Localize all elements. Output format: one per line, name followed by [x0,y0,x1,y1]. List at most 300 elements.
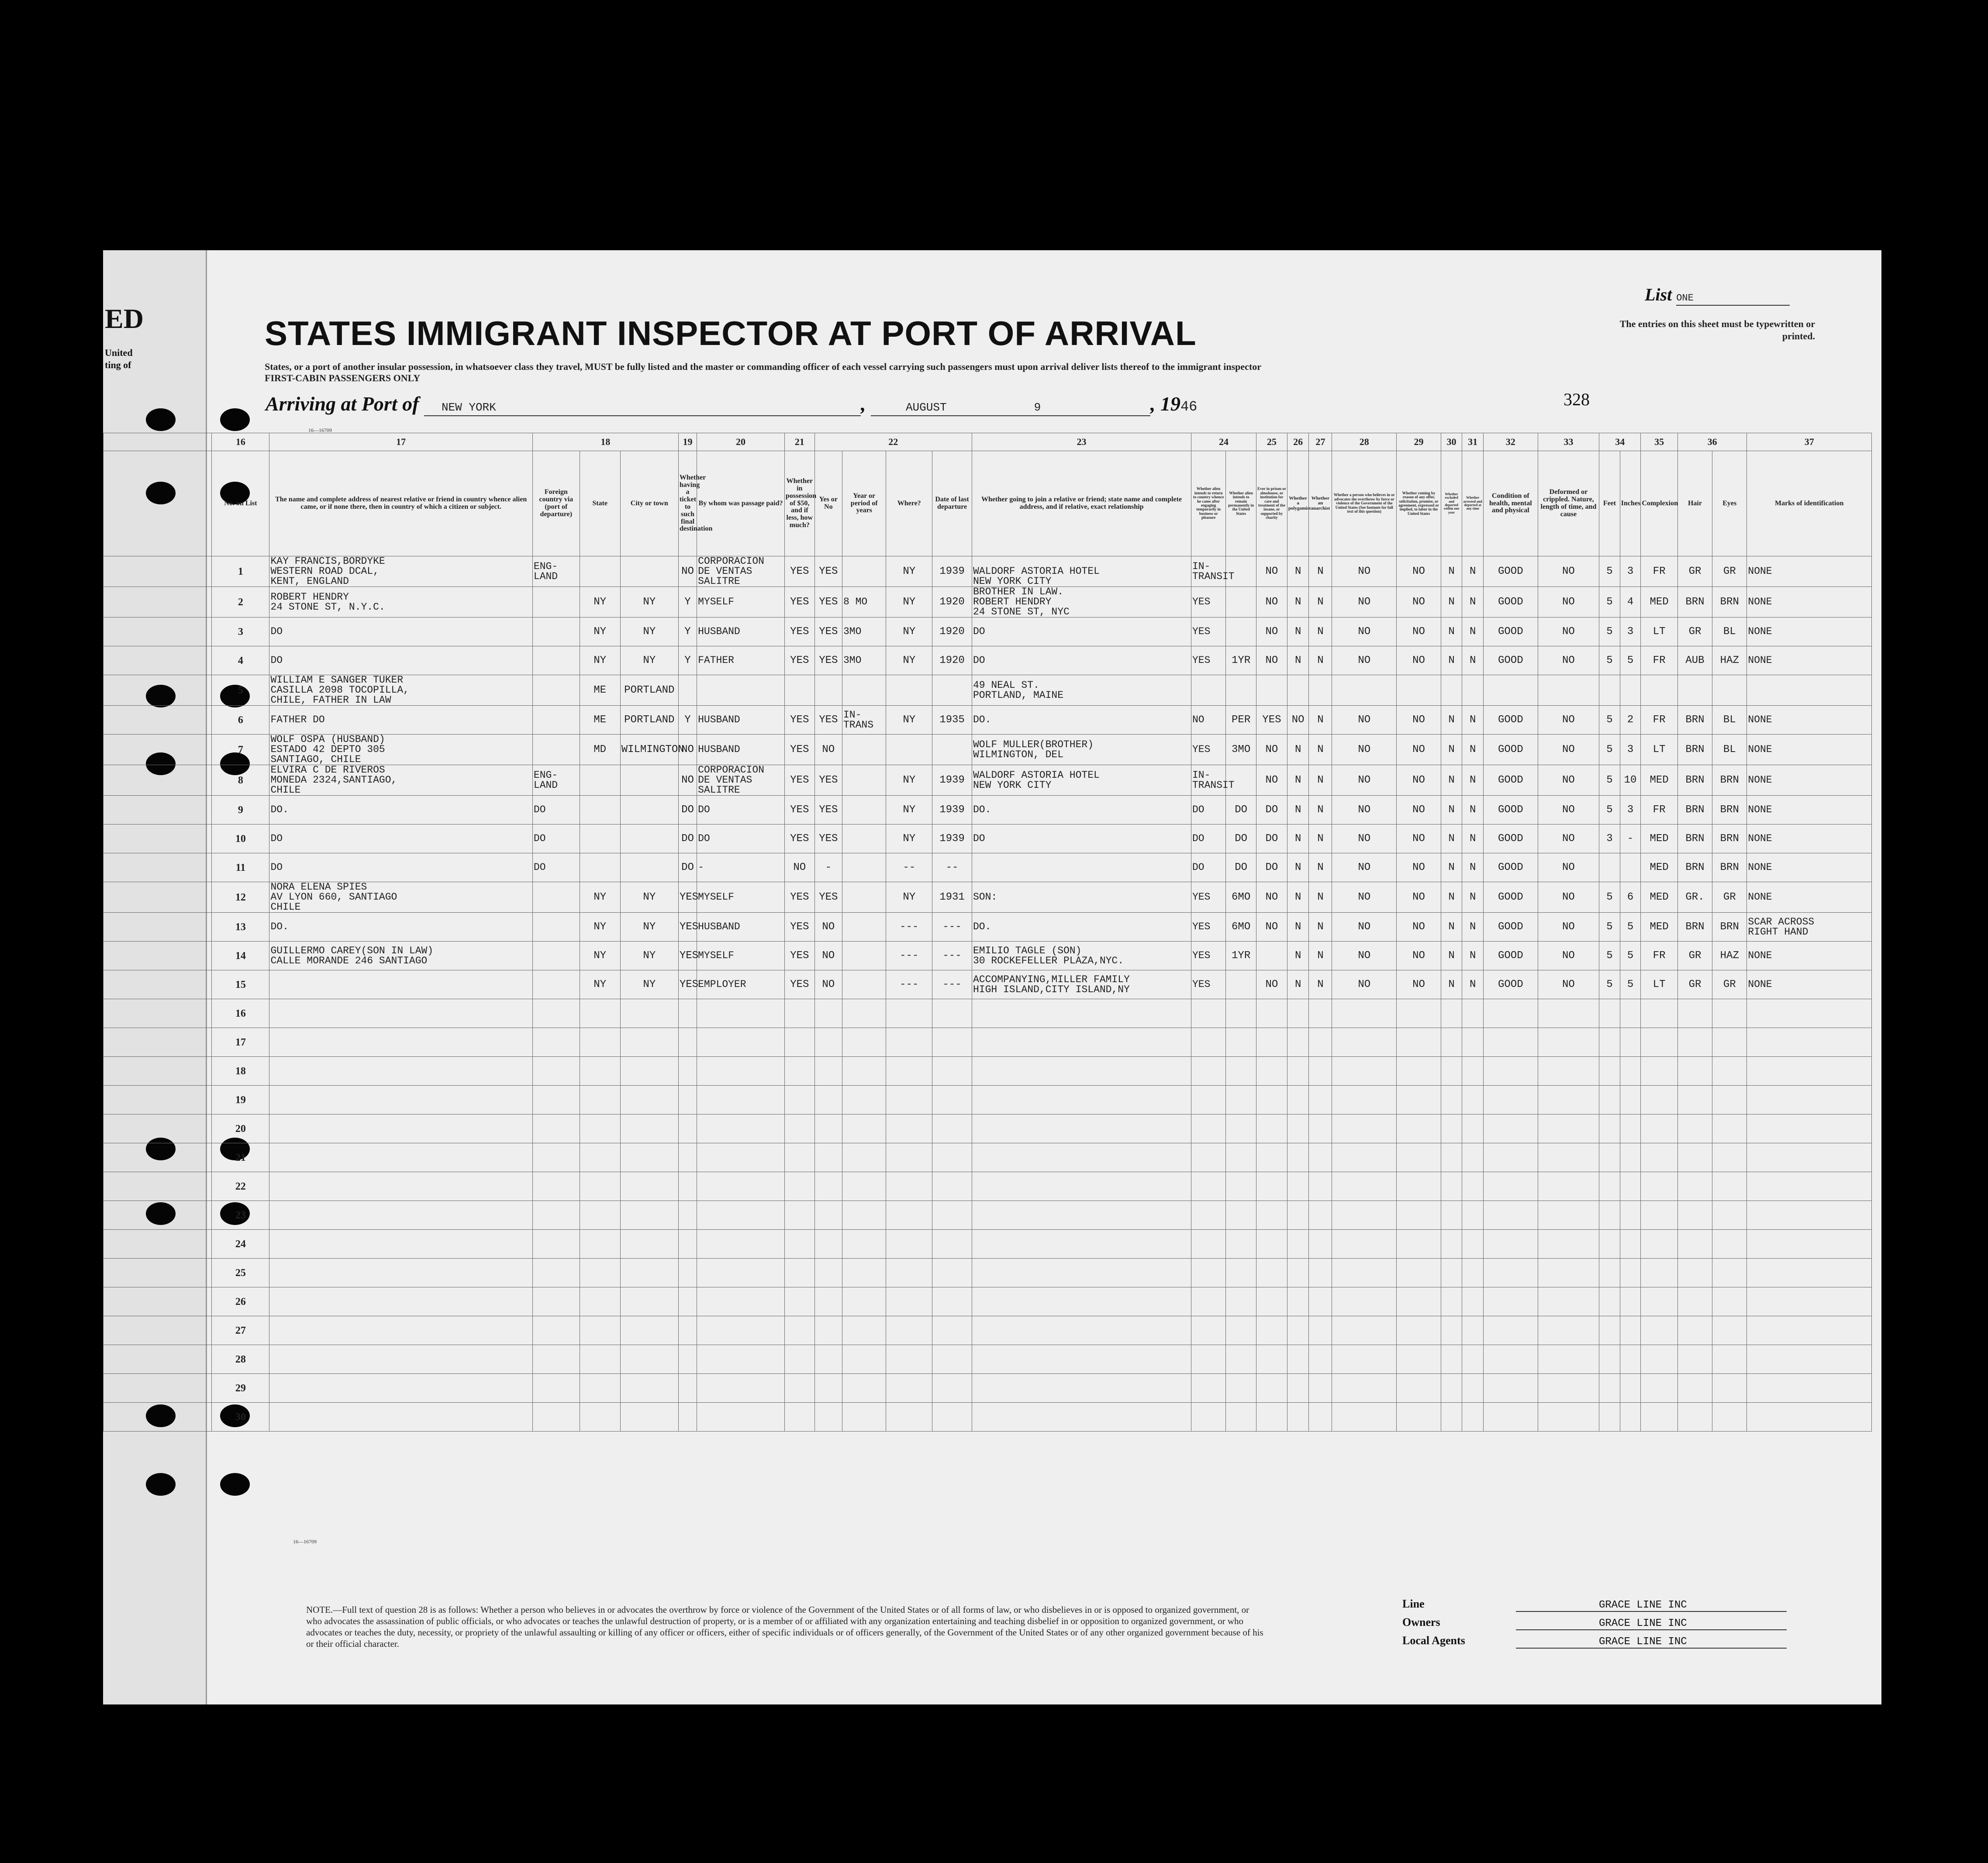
cell-money [784,1316,815,1345]
cell-p2 [1226,999,1256,1028]
header-col25: Ever in prison or almshouse, or institution for care and treatment of the insane, or supported by charity [1256,451,1287,556]
cell-before: NO [815,735,842,765]
cell-feet [1599,1201,1620,1230]
cell-c25 [1256,1316,1287,1345]
cell-marks: NONE [1747,882,1872,913]
cell-before: YES [815,765,842,796]
cell-name: DO [269,618,532,646]
cell-depart [932,1287,972,1316]
cell-no: 18 [212,1057,269,1086]
cell-c26: N [1287,556,1309,587]
cell-join: WALDORF ASTORIA HOTEL NEW YORK CITY [972,765,1191,796]
cell-state: NY [580,882,620,913]
cell-paid: - [697,853,785,882]
cell-city: WILMINGTON [620,735,678,765]
cell-where: NY [886,882,932,913]
cell-c31: N [1462,970,1484,999]
cell-p2 [1226,1057,1256,1086]
cell-deformed: NO [1538,853,1599,882]
cell-join [972,1143,1191,1172]
cell-years: 3MO [842,618,886,646]
cell-c30 [1441,1345,1462,1374]
cell-join: DO. [972,913,1191,942]
cell-money [784,1057,815,1086]
colnum-21: 21 [784,433,815,451]
form-number-bottom: 16—16709 [293,1539,317,1545]
cell-deformed [1538,1287,1599,1316]
cell-hair: BRN [1677,765,1712,796]
cell-c25: DO [1256,825,1287,853]
cell-deformed [1538,1230,1599,1259]
cell-c30: N [1441,765,1462,796]
date-month: AUGUST [905,401,947,414]
cell-depart [932,1172,972,1201]
cell-before: YES [815,646,842,675]
cell-deformed [1538,675,1599,706]
cell-no: 4 [212,646,269,675]
cell-foreign [532,735,580,765]
cell-complexion: FR [1641,646,1678,675]
cell-c29 [1397,675,1441,706]
cell-c26 [1287,1345,1309,1374]
cell-city: PORTLAND [620,675,678,706]
cell-city: NY [620,646,678,675]
cell-feet [1599,1345,1620,1374]
cell-ticket [678,1230,697,1259]
cell-feet: 5 [1599,970,1620,999]
cell-deformed: NO [1538,706,1599,735]
cell-no: 13 [212,913,269,942]
cell-name [269,1172,532,1201]
cell-ticket: DO [678,825,697,853]
cell-c28: NO [1332,853,1397,882]
cell-ticket: DO [678,853,697,882]
cell-marks: NONE [1747,970,1872,999]
table-row [104,1172,1872,1201]
cell-c29: NO [1397,587,1441,618]
cell-years: 3MO [842,646,886,675]
cell-before [815,1201,842,1230]
cell-c27: N [1309,796,1332,825]
cell-paid: EMPLOYER [697,970,785,999]
cell-money [784,1345,815,1374]
cell-c31: N [1462,587,1484,618]
cell-no: 30 [212,1403,269,1432]
cell-c30: N [1441,970,1462,999]
cell-before [815,999,842,1028]
cell-paid: HUSBAND [697,735,785,765]
cell-paid: CORPORACION DE VENTAS SALITRE [697,765,785,796]
cell-hair [1677,1345,1712,1374]
cell-no: 5 [212,675,269,706]
cell-deformed: NO [1538,825,1599,853]
cell-before: YES [815,706,842,735]
cell-state [580,825,620,853]
cell-c30 [1441,1403,1462,1432]
colnum-18: 18 [532,433,678,451]
table-row [104,853,1872,882]
cell-hair [1677,1403,1712,1432]
cell-ticket [678,675,697,706]
header-state: State [580,451,620,556]
cell-foreign [532,675,580,706]
cell-city [620,853,678,882]
cell-paid: MYSELF [697,882,785,913]
table-row [104,913,1872,942]
cell-c25 [1256,1028,1287,1057]
cell-marks [1747,1028,1872,1057]
cell-hair [1677,1201,1712,1230]
cell-complexion: MED [1641,913,1678,942]
cell-c31: N [1462,942,1484,970]
cell-c31 [1462,1201,1484,1230]
cell-marks: NONE [1747,706,1872,735]
cell-p1 [1191,999,1225,1028]
cell-years [842,1114,886,1143]
cell-state [580,1143,620,1172]
cell-eyes: BRN [1712,765,1747,796]
cell-depart: --- [932,913,972,942]
cell-p1 [1191,1403,1225,1432]
cell-foreign [532,1114,580,1143]
cell-c31 [1462,675,1484,706]
table-row [104,999,1872,1028]
owners-label: Owners [1402,1616,1440,1628]
cell-before: NO [815,913,842,942]
manifest-rows [104,556,1872,1432]
page-title: STATES IMMIGRANT INSPECTOR AT PORT OF ARRIVAL [265,314,1197,352]
cell-hair: GR [1677,970,1712,999]
title-block [265,314,1261,384]
cell-foreign [532,1345,580,1374]
cell-foreign [532,1057,580,1086]
cell-p2: DO [1226,825,1256,853]
cell-eyes [1712,1345,1747,1374]
cell-deformed [1538,1114,1599,1143]
cell-inches [1620,1403,1641,1432]
header-col31: Whether arrested and deported at any time [1462,451,1484,556]
binder-hole [220,1473,250,1496]
binder-hole [146,408,176,431]
cell-foreign [532,706,580,735]
cell-state [580,1316,620,1345]
cell-no: 7 [212,735,269,765]
cell-inches [1620,1374,1641,1403]
cell-years [842,1316,886,1345]
cell-hair [1677,1374,1712,1403]
cell-c31 [1462,999,1484,1028]
cell-before [815,1259,842,1287]
cell-p1 [1191,1316,1225,1345]
cell-foreign [532,1403,580,1432]
cell-deformed: NO [1538,556,1599,587]
cell-hair [1677,1086,1712,1114]
cell-c26: N [1287,618,1309,646]
cell-ticket [678,1086,697,1114]
cell-marks [1747,675,1872,706]
cell-c28: NO [1332,556,1397,587]
cell-c25: NO [1256,587,1287,618]
cell-c26: N [1287,825,1309,853]
cell-c28: NO [1332,796,1397,825]
header-hair: Hair [1677,451,1712,556]
cell-c27 [1309,1201,1332,1230]
cell-p2 [1226,1403,1256,1432]
cell-state [580,1374,620,1403]
cell-c28: NO [1332,618,1397,646]
cell-years [842,735,886,765]
cell-c29: NO [1397,970,1441,999]
cell-hair [1677,1172,1712,1201]
cell-c26: N [1287,970,1309,999]
cell-c30 [1441,1316,1462,1345]
cell-c29: NO [1397,735,1441,765]
cell-name [269,1230,532,1259]
strip-cell [104,433,212,451]
cell-name [269,970,532,999]
cell-c30: N [1441,942,1462,970]
cell-depart [932,1345,972,1374]
form-number-top: 16—16709 [308,427,332,433]
cell-health [1483,1057,1538,1086]
cell-feet: 5 [1599,913,1620,942]
cell-health: GOOD [1483,646,1538,675]
cell-c29 [1397,999,1441,1028]
cell-join [972,1114,1191,1143]
cell-join: ACCOMPANYING,MILLER FAMILY HIGH ISLAND,CITY ISLAND,NY [972,970,1191,999]
cell-p2 [1226,1201,1256,1230]
cell-c25 [1256,1057,1287,1086]
cell-state [580,1403,620,1432]
cell-health [1483,1259,1538,1287]
cell-c30: N [1441,913,1462,942]
cell-health [1483,1230,1538,1259]
cell-c29: NO [1397,882,1441,913]
cell-c25: NO [1256,556,1287,587]
cell-money: YES [784,556,815,587]
cell-before [815,1345,842,1374]
cell-eyes [1712,1259,1747,1287]
cell-c25: DO [1256,853,1287,882]
cell-money [784,1403,815,1432]
cell-c28: NO [1332,825,1397,853]
cell-hair: BRN [1677,853,1712,882]
cell-inches [1620,1028,1641,1057]
cell-where: NY [886,646,932,675]
cell-p2: 6MO [1226,913,1256,942]
cell-c29 [1397,1028,1441,1057]
cell-city [620,765,678,796]
cell-where [886,1316,932,1345]
strip-cell [104,556,212,587]
cell-c27 [1309,1057,1332,1086]
page-subtitle: States, or a port of another insular possession, in whatsoever class they travel, MUST be fully listed and the master or commanding officer of each vessel carrying such passengers must upon arrival deliver lists thereof to the immigrant inspector [265,361,1261,372]
cell-money [784,1230,815,1259]
cell-years [842,999,886,1028]
cell-years [842,675,886,706]
cell-years: 8 MO [842,587,886,618]
cell-c30 [1441,1259,1462,1287]
cell-depart: --- [932,970,972,999]
cell-c25: NO [1256,765,1287,796]
cell-no: 19 [212,1086,269,1114]
cell-ticket [678,1345,697,1374]
cell-money: YES [784,618,815,646]
cell-c28: NO [1332,587,1397,618]
cell-eyes [1712,1316,1747,1345]
cell-foreign [532,646,580,675]
cell-c30 [1441,1114,1462,1143]
cell-p2: 1YR [1226,942,1256,970]
cell-marks [1747,1172,1872,1201]
cell-depart: 1920 [932,646,972,675]
cell-feet: 5 [1599,706,1620,735]
cell-deformed [1538,1057,1599,1086]
cell-before: YES [815,618,842,646]
cell-money: NO [784,853,815,882]
cell-where: NY [886,618,932,646]
cell-years [842,970,886,999]
cell-eyes [1712,1143,1747,1172]
cell-c28 [1332,999,1397,1028]
cell-before: NO [815,970,842,999]
cell-deformed [1538,1316,1599,1345]
colnum-19: 19 [678,433,697,451]
agents-label: Local Agents [1402,1634,1465,1647]
cell-state: NY [580,970,620,999]
cell-no: 26 [212,1287,269,1316]
cell-c31 [1462,1230,1484,1259]
cell-foreign [532,1287,580,1316]
cell-foreign [532,1316,580,1345]
cell-foreign [532,618,580,646]
cell-eyes: BRN [1712,796,1747,825]
colnum-33: 33 [1538,433,1599,451]
cell-p1: DO [1191,796,1225,825]
cell-city: NY [620,913,678,942]
cell-c29 [1397,1374,1441,1403]
manifest-table [103,433,1872,1432]
cell-deformed [1538,1345,1599,1374]
header-join-relative: Whether going to join a relative or friend; state name and complete address, and if relative, exact relationship [972,451,1191,556]
cell-paid [697,1114,785,1143]
cell-c28 [1332,1114,1397,1143]
cell-deformed: NO [1538,942,1599,970]
cell-where: NY [886,825,932,853]
cell-eyes: BL [1712,735,1747,765]
cell-p1: DO [1191,853,1225,882]
header-eyes: Eyes [1712,451,1747,556]
cell-c31 [1462,1259,1484,1287]
cell-join [972,1374,1191,1403]
cell-c30: N [1441,706,1462,735]
header-year-period: Year or period of years [842,451,886,556]
cell-health: GOOD [1483,882,1538,913]
header-health: Condition of health, mental and physical [1483,451,1538,556]
sheet-number: 328 [1563,390,1590,409]
cell-inches [1620,1172,1641,1201]
cell-years [842,853,886,882]
cell-complexion [1641,999,1678,1028]
cell-ticket [678,1057,697,1086]
cell-c30 [1441,999,1462,1028]
cell-c29: NO [1397,853,1441,882]
cell-join [972,1403,1191,1432]
cell-deformed: NO [1538,765,1599,796]
cell-ticket: NO [678,765,697,796]
cell-depart [932,1316,972,1345]
table-row [104,1345,1872,1374]
cell-marks: NONE [1747,556,1872,587]
cell-c31: N [1462,913,1484,942]
cell-eyes: GR [1712,970,1747,999]
cell-eyes: BRN [1712,825,1747,853]
cell-ticket: NO [678,735,697,765]
strip-cell [104,1230,212,1259]
cell-complexion: FR [1641,796,1678,825]
cell-deformed [1538,1374,1599,1403]
cell-hair [1677,999,1712,1028]
colnum-36: 36 [1677,433,1747,451]
strip-cell [104,1143,212,1172]
cell-inches: 3 [1620,618,1641,646]
cell-c25 [1256,1259,1287,1287]
cell-c27: N [1309,853,1332,882]
cell-money: YES [784,735,815,765]
cell-marks [1747,999,1872,1028]
cell-p1: YES [1191,587,1225,618]
cell-where [886,1086,932,1114]
cell-ticket: YES [678,913,697,942]
cell-before: YES [815,796,842,825]
cell-deformed [1538,1028,1599,1057]
cell-c25 [1256,1114,1287,1143]
cell-paid [697,1259,785,1287]
cell-c28: NO [1332,942,1397,970]
cell-foreign: DO [532,825,580,853]
cell-c30 [1441,1201,1462,1230]
cell-p1 [1191,675,1225,706]
strip-cell [104,451,212,556]
cell-c27 [1309,1086,1332,1114]
cell-paid: DO [697,796,785,825]
cell-c28 [1332,1230,1397,1259]
cell-paid: HUSBAND [697,618,785,646]
cell-depart [932,1086,972,1114]
cell-p2: DO [1226,796,1256,825]
cell-c29 [1397,1345,1441,1374]
table-row [104,618,1872,646]
cell-money: YES [784,706,815,735]
cell-hair [1677,1028,1712,1057]
cell-health [1483,675,1538,706]
cell-complexion [1641,1316,1678,1345]
cell-years [842,1143,886,1172]
table-row [104,1057,1872,1086]
cell-where: NY [886,765,932,796]
cell-depart: 1939 [932,796,972,825]
cell-before [815,675,842,706]
cell-name: DO [269,825,532,853]
port-value: NEW YORK [441,401,496,414]
cell-c27 [1309,1172,1332,1201]
cell-c26 [1287,1230,1309,1259]
cell-c26: NO [1287,706,1309,735]
cell-depart: --- [932,942,972,970]
cell-city [620,796,678,825]
cell-money: YES [784,970,815,999]
cell-c30 [1441,1172,1462,1201]
